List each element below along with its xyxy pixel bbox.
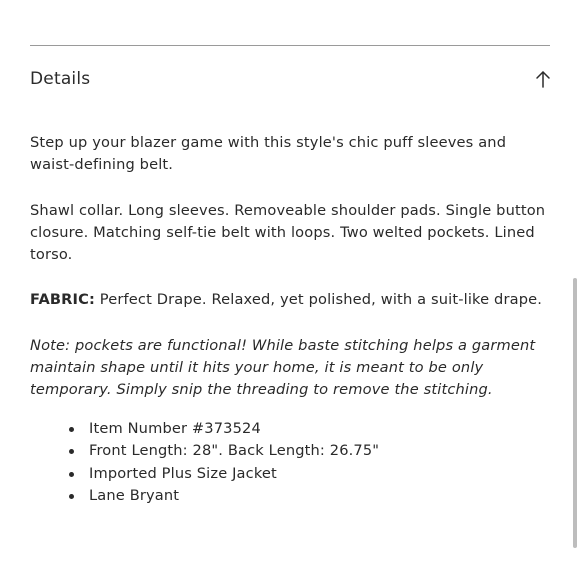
section-divider — [30, 45, 550, 46]
list-item — [69, 440, 550, 463]
bullet-icon — [69, 427, 74, 432]
list-item — [69, 485, 550, 508]
arrow-up-icon[interactable] — [534, 70, 552, 88]
specs-list — [30, 418, 550, 508]
bullet-icon — [69, 472, 74, 477]
note-paragraph: Note: pockets are functional! While baste stitching helps a garment maintain shape until it hits your home, it is meant to be only temporary. Simply snip the threading to remove the stitching. — [30, 336, 536, 399]
fabric-label: FABRIC: — [30, 291, 95, 309]
spec-origin: Imported Plus Size Jacket — [89, 464, 277, 482]
list-item — [69, 418, 550, 441]
details-title: Details — [30, 69, 91, 89]
fabric-paragraph — [30, 289, 550, 311]
scrollbar[interactable] — [572, 0, 580, 580]
fabric-text: Perfect Drape. Relaxed, yet polished, with a suit-like drape. — [94, 291, 543, 309]
arrow-up-icon-graphic — [535, 70, 551, 88]
bullet-icon — [69, 449, 74, 454]
intro-paragraph: Step up your blazer game with this style's chic puff sleeves and waist-defining belt. — [30, 134, 507, 174]
list-item — [69, 463, 550, 486]
scrollbar-thumb[interactable] — [573, 278, 577, 548]
features-paragraph: Shawl collar. Long sleeves. Removeable shoulder pads. Single button closure. Matching self-tie belt with loops. Two welted pockets. Lined torso. — [30, 201, 546, 264]
spec-length: Front Length: 28". Back Length: 26.75" — [89, 442, 380, 460]
details-accordion-header[interactable] — [30, 60, 552, 98]
spec-brand: Lane Bryant — [89, 487, 180, 505]
bullet-icon — [69, 494, 74, 499]
details-content — [30, 132, 550, 508]
spec-item-number: Item Number #373524 — [89, 419, 261, 437]
